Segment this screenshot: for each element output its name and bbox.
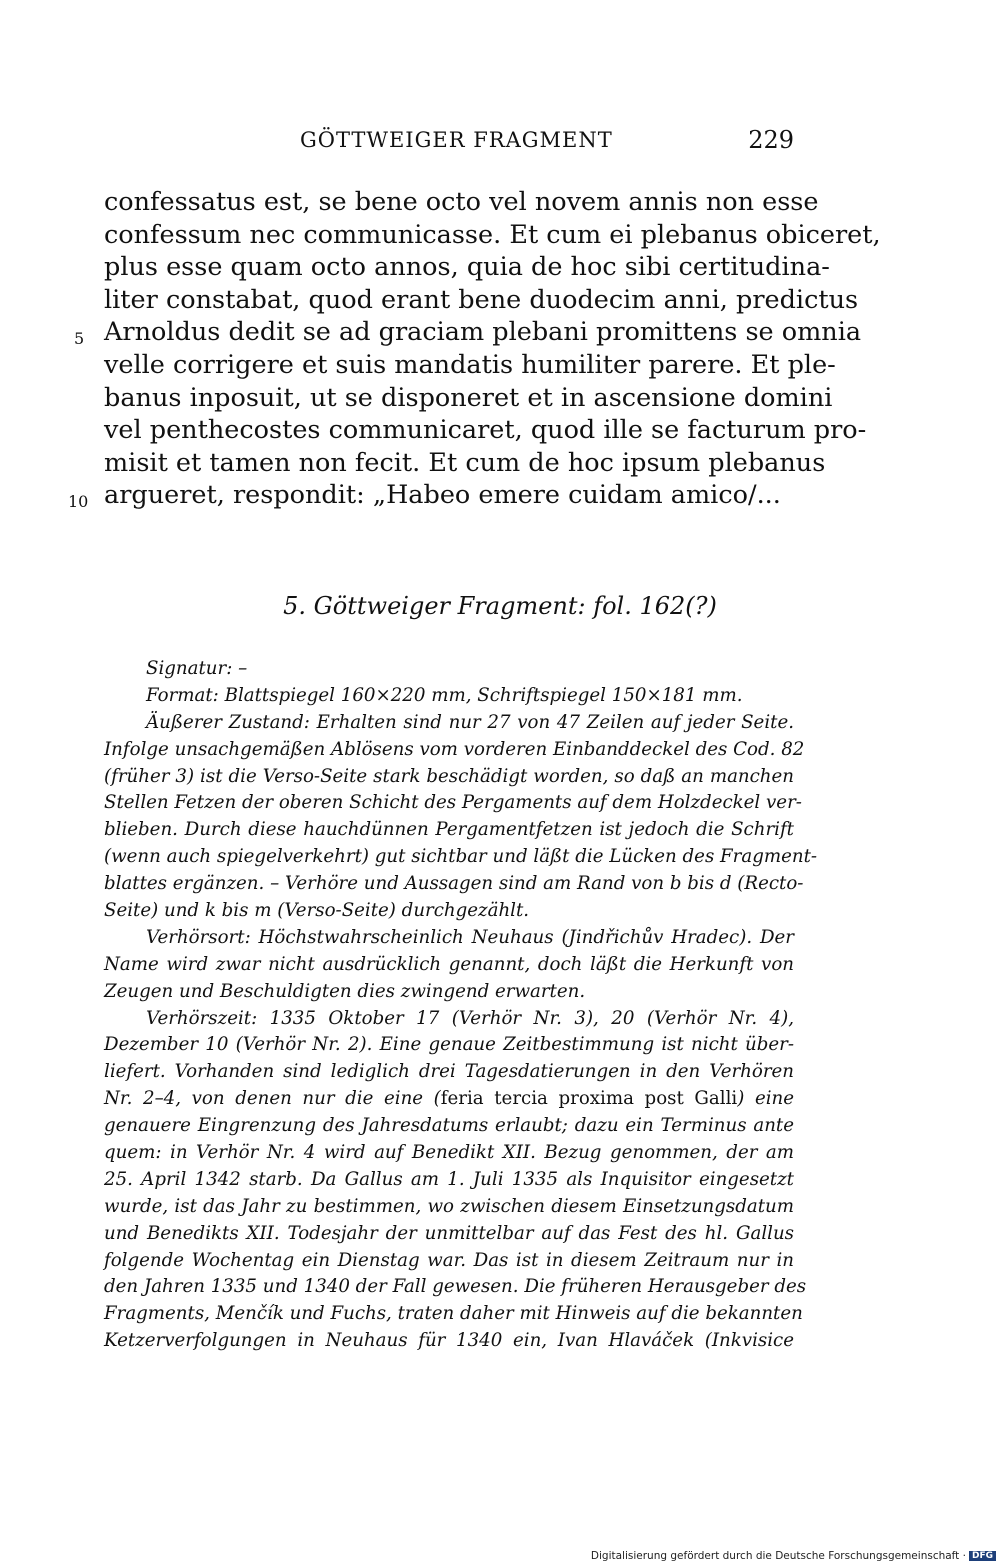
desc-line: Infolge unsachgemäßen Ablösens vom vorderen Einbanddeckel des Cod. 82 xyxy=(104,738,805,760)
desc-line: Zeugen und Beschuldigten dies zwingend erwarten. xyxy=(104,980,586,1002)
desc-line: quem: in Verhör Nr. 4 wird auf Benedikt XII. Bezug genommen, der am xyxy=(104,1142,794,1164)
desc-line: Stellen Fetzen der oberen Schicht des Pergaments auf dem Holzdeckel ver- xyxy=(104,792,802,814)
text-line: liter constabat, quod erant bene duodecim anni, predictus xyxy=(104,284,859,315)
desc-line: Äußerer Zustand: Erhalten sind nur 27 von 47 Zeilen auf jeder Seite. xyxy=(146,711,794,733)
dfg-logo: DFG xyxy=(969,1551,996,1561)
desc-line-mixed xyxy=(104,1086,794,1113)
desc-line: liefert. Vorhanden sind lediglich drei Tagesdatierungen in den Verhören xyxy=(104,1061,794,1083)
text-line: confessatus est, se bene octo vel novem annis non esse xyxy=(104,187,819,217)
desc-line: wurde, ist das Jahr zu bestimmen, wo zwischen diesem Einsetzungsdatum xyxy=(104,1195,794,1217)
desc-line: genauere Eingrenzung des Jahresdatums erlaubt; dazu ein Terminus ante xyxy=(104,1115,794,1137)
line-number-10: 10 xyxy=(68,492,89,511)
desc-line: folgende Wochentag ein Dienstag war. Das ist in diesem Zeitraum nur in xyxy=(104,1249,794,1271)
desc-line: 25. April 1342 starb. Da Gallus am 1. Juli 1335 als Inquisitor eingesetzt xyxy=(104,1168,794,1190)
running-title: GÖTTWEIGER FRAGMENT xyxy=(300,128,613,152)
desc-fragment: ) eine xyxy=(737,1088,795,1110)
manuscript-description xyxy=(104,656,818,1355)
text-line: confessum nec communicasse. Et cum ei plebanus obiceret, xyxy=(104,219,881,250)
desc-line: Ketzerverfolgungen in Neuhaus für 1340 ein, Ivan Hlaváček (Inkvisice xyxy=(104,1330,794,1352)
text-line: Arnoldus dedit se ad graciam plebani promittens se omnia xyxy=(104,317,862,348)
footer-credit: Digitalisierung gefördert durch die Deutsche Forschungsgemeinschaft · xyxy=(590,1550,966,1562)
latin-quote: feria tercia proxima post Galli xyxy=(440,1088,738,1110)
desc-line: Fragments, Menčík und Fuchs, traten daher mit Hinweis auf die bekannten xyxy=(104,1303,803,1325)
desc-line: Seite) und k bis m (Verso-Seite) durchgezählt. xyxy=(104,900,530,922)
text-line: velle corrigere et suis mandatis humiliter parere. Et ple- xyxy=(104,349,836,380)
desc-line: und Benedikts XII. Todesjahr der unmittelbar auf das Fest des hl. Gallus xyxy=(104,1222,794,1244)
desc-line: blattes ergänzen. – Verhöre und Aussagen sind am Rand von b bis d (Recto- xyxy=(104,873,804,895)
desc-line: (wenn auch spiegelverkehrt) gut sichtbar und läßt die Lücken des Fragment- xyxy=(104,846,818,868)
desc-line: Verhörszeit: 1335 Oktober 17 (Verhör Nr. 3), 20 (Verhör Nr. 4), xyxy=(146,1007,794,1029)
digitization-footer xyxy=(591,1550,996,1562)
page-number: 229 xyxy=(748,126,794,154)
line-number-5: 5 xyxy=(74,329,85,348)
text-line: plus esse quam octo annos, quia de hoc sibi certitudina- xyxy=(104,252,830,283)
running-head xyxy=(104,128,794,158)
desc-line: (früher 3) ist die Verso-Seite stark beschädigt worden, so daß an manchen xyxy=(104,765,794,787)
desc-line: Name wird zwar nicht ausdrücklich genannt, doch läßt die Herkunft von xyxy=(104,953,794,975)
text-line: banus inposuit, ut se disponeret et in ascensione domini xyxy=(104,382,833,413)
text-line: vel penthecostes communicaret, quod ille se facturum pro- xyxy=(104,415,867,446)
desc-line: Dezember 10 (Verhör Nr. 2). Eine genaue Zeitbestimmung ist nicht über- xyxy=(104,1034,794,1056)
section-heading: 5. Göttweiger Fragment: fol. 162(?) xyxy=(283,592,717,620)
main-text xyxy=(104,186,881,512)
desc-line: Verhörsort: Höchstwahrscheinlich Neuhaus (Jindřichův Hradec). Der xyxy=(146,926,794,948)
text-line: misit et tamen non fecit. Et cum de hoc ipsum plebanus xyxy=(104,447,826,478)
desc-fragment: Nr. 2–4, von denen nur die eine ( xyxy=(104,1088,441,1110)
desc-line: den Jahren 1335 und 1340 der Fall gewesen. Die früheren Herausgeber des xyxy=(104,1276,807,1298)
desc-line: Format: Blattspiegel 160×220 mm, Schriftspiegel 150×181 mm. xyxy=(146,684,743,706)
desc-line: Signatur: – xyxy=(146,658,248,679)
desc-line: blieben. Durch diese hauchdünnen Pergamentfetzen ist jedoch die Schrift xyxy=(104,819,794,841)
text-line: argueret, respondit: „Habeo emere cuidam amico/... xyxy=(104,480,781,511)
